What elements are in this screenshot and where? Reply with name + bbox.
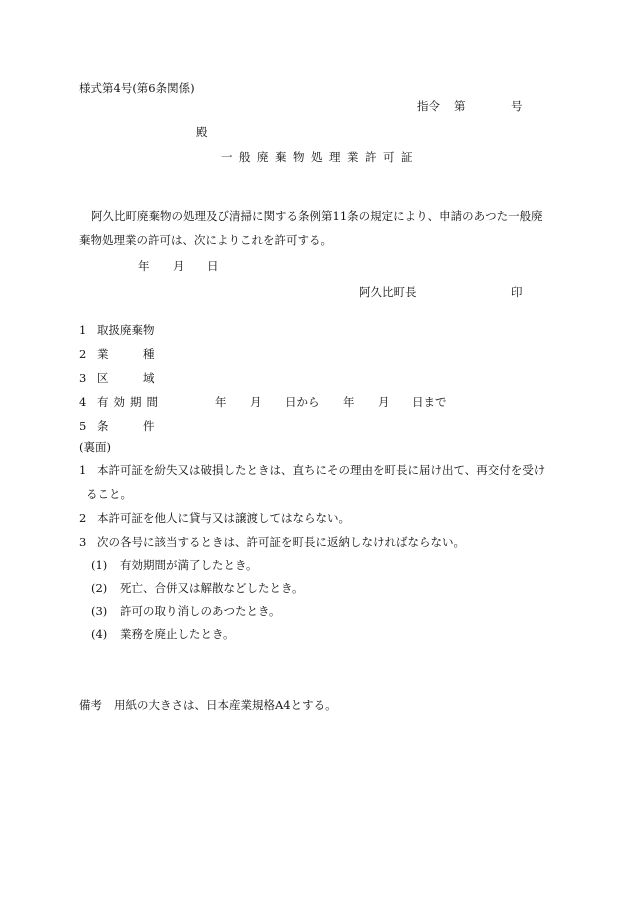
item-4-to-month: 月 <box>378 395 390 409</box>
note-2-number: 2 <box>79 511 87 525</box>
item-4-to-year: 年 <box>343 395 355 409</box>
remarks-text: 用紙の大きさは、日本産業規格A4とする。 <box>114 698 337 712</box>
item-4-from-month: 月 <box>250 395 262 409</box>
subitem-1-number: (1) <box>91 558 108 572</box>
item-4-number: 4 <box>79 395 87 409</box>
document-title: 一般廃棄物処理業許可証 <box>221 150 419 164</box>
item-3-label-b: 域 <box>143 371 155 385</box>
form-label: 様式第4号(第6条関係) <box>79 81 195 95</box>
addressee-suffix: 殿 <box>196 125 208 139</box>
reverse-heading: (裏面) <box>79 440 111 454</box>
paragraph-line-2: 棄物処理業の許可は、次によりこれを許可する。 <box>79 233 332 247</box>
note-2-text: 本許可証を他人に貸与又は譲渡してはならない。 <box>97 511 350 525</box>
note-3-number: 3 <box>79 535 87 549</box>
seal-mark: 印 <box>511 285 523 299</box>
date-year-label: 年 <box>138 259 150 273</box>
date-month-label: 月 <box>173 259 185 273</box>
permit-number-prefix: 指令 <box>417 99 440 113</box>
subitem-2-text: 死亡、合併又は解散などしたとき。 <box>120 581 304 595</box>
item-2-number: 2 <box>79 347 87 361</box>
subitem-3-number: (3) <box>91 604 108 618</box>
remarks-label: 備考 <box>79 698 102 712</box>
subitem-1-text: 有効期間が満了したとき。 <box>120 558 258 572</box>
item-3-number: 3 <box>79 371 87 385</box>
issuer-name: 阿久比町長 <box>359 285 417 299</box>
note-1-number: 1 <box>79 463 87 477</box>
item-5-number: 5 <box>79 419 87 433</box>
date-day-label: 日 <box>207 259 219 273</box>
note-1-line-2: ること。 <box>86 487 132 501</box>
item-3-label-a: 区 <box>97 371 109 385</box>
item-4-from-year: 年 <box>215 395 227 409</box>
note-1-line-1: 本許可証を紛失又は破損したときは、直ちにその理由を町長に届け出て、再交付を受け <box>97 463 546 477</box>
item-1-label: 取扱廃棄物 <box>97 323 155 337</box>
subitem-3-text: 許可の取り消しのあつたとき。 <box>120 604 281 618</box>
item-4-from-day: 日から <box>285 395 320 409</box>
paragraph-line-1: 阿久比町廃棄物の処理及び清掃に関する条例第11条の規定により、申請のあつた一般廃 <box>91 209 543 223</box>
item-5-label-b: 件 <box>143 419 155 433</box>
subitem-4-number: (4) <box>91 627 108 641</box>
subitem-4-text: 業務を廃止したとき。 <box>120 627 235 641</box>
item-4-label: 有効期間 <box>97 395 163 409</box>
permit-number-suffix: 号 <box>511 99 523 113</box>
item-5-label-a: 条 <box>97 419 109 433</box>
item-1-number: 1 <box>79 323 87 337</box>
item-4-to-day: 日まで <box>412 395 447 409</box>
item-2-label-a: 業 <box>97 347 109 361</box>
note-3-text: 次の各号に該当するときは、許可証を町長に返納しなければならない。 <box>97 535 465 549</box>
subitem-2-number: (2) <box>91 581 108 595</box>
permit-number-dai: 第 <box>454 99 466 113</box>
item-2-label-b: 種 <box>143 347 155 361</box>
